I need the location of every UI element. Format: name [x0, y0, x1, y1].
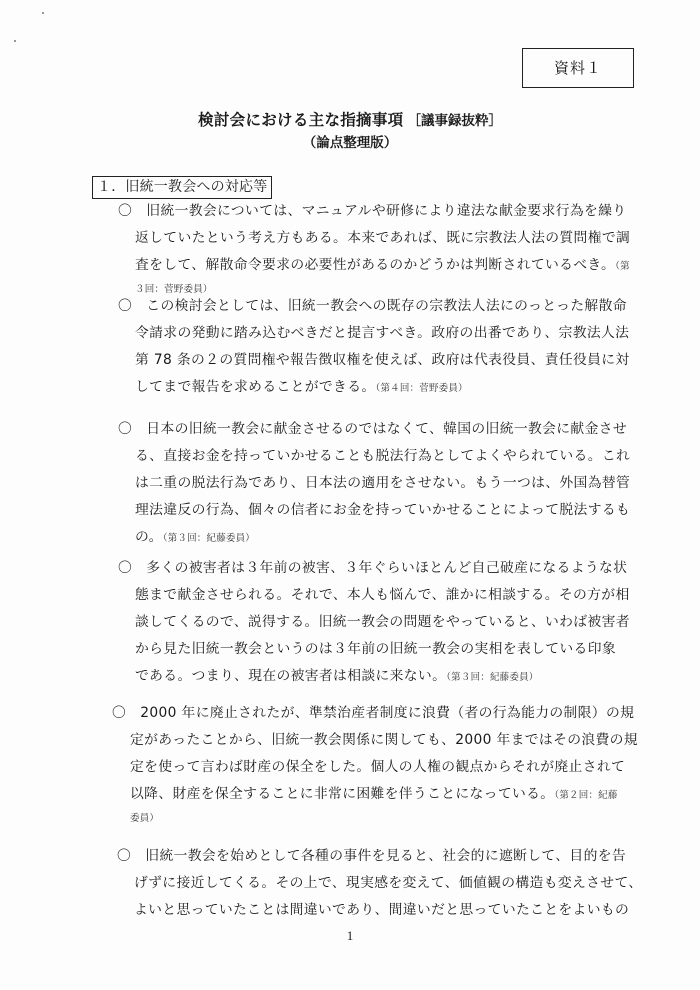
item-line-text: してまで報告を求めることができる。: [135, 379, 376, 395]
scan-speck: [42, 12, 44, 14]
item-line: [112, 781, 638, 808]
item-line-text: の。: [135, 529, 163, 545]
item-line: [118, 524, 630, 551]
list-item: [117, 843, 642, 924]
item-line: は二重の脱法行為であり、日本法の適用をさせない。もう一つは、外国為替管: [135, 475, 631, 491]
list-item: [118, 416, 630, 551]
citation: ３回：菅野委員）: [135, 284, 213, 295]
title-sub-text: ［議事録抜粋］: [407, 113, 502, 129]
item-line-text: である。つまり、現在の被害者は相談に来ない。: [135, 668, 447, 684]
title-version: （論点整理版）: [302, 135, 398, 151]
item-line: 〇 2000 年に廃止されたが、準禁治産者制度に浪費（者の行為能力の制限）の規: [112, 705, 635, 721]
item-line: 定を使って言わば財産の保全をした。個人の人権の観点からそれが廃止されて: [130, 759, 626, 775]
item-line: 令請求の発動に踏み込むべきだと提言すべき。政府の出番であり、宗教法人法: [135, 325, 630, 341]
scan-speck: [14, 40, 16, 42]
citation: 委員）: [130, 813, 160, 824]
item-line: [118, 252, 630, 279]
list-item: [118, 198, 630, 301]
item-line: 〇 多くの被害者は３年前の被害、３年ぐらいほとんど自己破産になるような状: [118, 560, 628, 576]
item-line: [112, 808, 638, 830]
document-title: [0, 108, 700, 130]
item-line: 態まで献金させられる。それで、本人も悩んで、誰かに相談する。その方が相: [135, 587, 630, 603]
section-heading: １．旧統一教会への対応等: [92, 176, 272, 199]
item-line: 〇 旧統一教会を始めとして各種の事件を見ると、社会的に遮断して、目的を告: [117, 848, 627, 864]
item-line: 理法違反の行為、個々の信者にお金を持っていかせることによって脱法するも: [135, 502, 631, 518]
citation: （第３回：紀藤委員）: [446, 672, 539, 683]
page-number: 1: [346, 928, 354, 943]
item-line: 談してくるので、説得する。旧統一教会の問題をやっていると、いわば被害者: [135, 614, 630, 630]
item-line: 返していたという考え方もある。本来であれば、既に宗教法人法の質問権で調: [135, 230, 631, 246]
item-line: [118, 374, 630, 401]
item-line: 〇 旧統一教会については、マニュアルや研修により違法な献金要求行為を繰り: [118, 203, 627, 219]
item-line: 第 78 条の２の質問権や報告徴収権を使えば、政府は代表役員、責任役員に対: [135, 352, 630, 368]
item-line: [118, 663, 630, 690]
item-line: げずに接近してくる。その上で、現実感を変えて、価値観の構造も変えさせて、: [134, 875, 643, 891]
item-line-text: 以降、財産を保全することに非常に困難を伴うことになっている。: [130, 786, 555, 802]
citation: （第: [615, 261, 630, 272]
list-item: [118, 293, 630, 401]
item-line: る、直接お金を持っていかせることも脱法行為としてよくやられている。これ: [135, 448, 631, 464]
citation: （第２回：紀藤: [554, 790, 618, 801]
item-line: よいと思っていたことは間違いであり、間違いだと思っていたことをよいもの: [134, 902, 630, 918]
citation: （第３回：紀藤委員）: [162, 533, 256, 544]
citation: （第４回：菅野委員）: [375, 383, 468, 394]
item-line: 定があったことから、旧統一教会関係に関しても、2000 年まではその浪費の規: [130, 732, 638, 748]
list-item: [118, 555, 630, 690]
item-line: から見た旧統一教会というのは３年前の旧統一教会の実相を表している印象: [135, 641, 616, 657]
title-main-text: 検討会における主な指摘事項: [198, 111, 404, 129]
item-line: 〇 日本の旧統一教会に献金させるのではなくて、韓国の旧統一教会に献金させ: [118, 421, 628, 437]
material-number-label: 資料１: [522, 48, 634, 88]
item-line-text: 査をして、解散命令要求の必要性があるのかどうかは判断されているべき。: [135, 257, 616, 273]
list-item: [112, 700, 638, 830]
item-line: 〇 この検討会としては、旧統一教会への既存の宗教法人法にのっとった解散命: [118, 298, 627, 314]
